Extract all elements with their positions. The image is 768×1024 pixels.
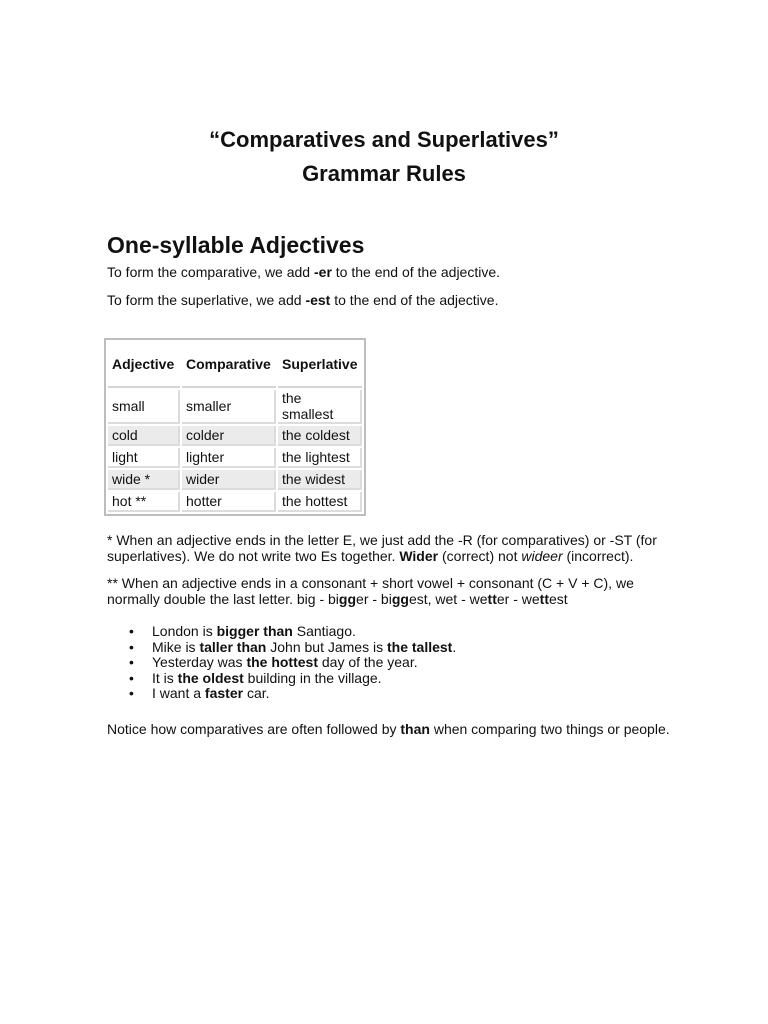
bullet-icon: • (129, 638, 134, 655)
list-item: • Mike is taller than John but James is the tallest. (129, 638, 457, 655)
table-header-comparative: Comparative (182, 342, 276, 388)
table-row (108, 492, 362, 512)
table-header-adjective: Adjective (108, 342, 180, 388)
table-header-superlative: Superlative (278, 342, 362, 388)
list-item: • Yesterday was the hottest day of the year. (129, 654, 418, 670)
section-heading: One-syllable Adjectives (107, 232, 365, 258)
table-cell: the smallest (278, 390, 362, 424)
table-row (108, 390, 362, 424)
bullet-icon: • (129, 669, 134, 686)
superlative-rule: To form the superlative, we add -est to the end of the adjective. (107, 292, 499, 308)
table-cell: the lightest (278, 448, 362, 468)
table-cell: the hottest (278, 492, 362, 512)
document-title-line1: “Comparatives and Superlatives” (209, 127, 559, 152)
footnote-silent-e: * When an adjective ends in the letter E, we just add the -R (for comparatives) or -ST (for superlatives). We do not write two Es together. Wider (correct) not wideer (incorrect). (107, 532, 657, 564)
bullet-icon: • (129, 685, 134, 701)
table-cell: smaller (182, 390, 276, 424)
adjective-forms-table (104, 338, 366, 516)
list-item: • It is the oldest building in the village. (129, 669, 382, 686)
table-cell: lighter (182, 448, 276, 468)
table-cell: hotter (182, 492, 276, 512)
example-sentence-list (107, 624, 456, 702)
table-cell: wider (182, 470, 276, 490)
list-item: • London is bigger than Santiago. (129, 623, 356, 639)
closing-note: Notice how comparatives are often followed by than when comparing two things or people. (107, 721, 670, 737)
table-cell: the coldest (278, 426, 362, 446)
bullet-icon: • (129, 623, 134, 639)
table-header-row (108, 342, 362, 388)
document-title-line2: Grammar Rules (302, 161, 466, 186)
table-cell: cold (108, 426, 180, 446)
table-row (108, 470, 362, 490)
footnote-double-consonant: ** When an adjective ends in a consonant + short vowel + consonant (C + V + C), we normally double the last letter. big - bigger - biggest, wet - wetter - wettest (107, 575, 634, 607)
table-cell: light (108, 448, 180, 468)
table-cell: small (108, 390, 180, 424)
table-cell: wide * (108, 470, 180, 490)
comparative-rule: To form the comparative, we add -er to the end of the adjective. (107, 264, 501, 280)
table-cell: hot ** (108, 492, 180, 512)
table-cell: colder (182, 426, 276, 446)
list-item: • I want a faster car. (129, 685, 270, 701)
bullet-icon: • (129, 654, 134, 670)
table-cell: the widest (278, 470, 362, 490)
table-row (108, 426, 362, 446)
table-row (108, 448, 362, 468)
